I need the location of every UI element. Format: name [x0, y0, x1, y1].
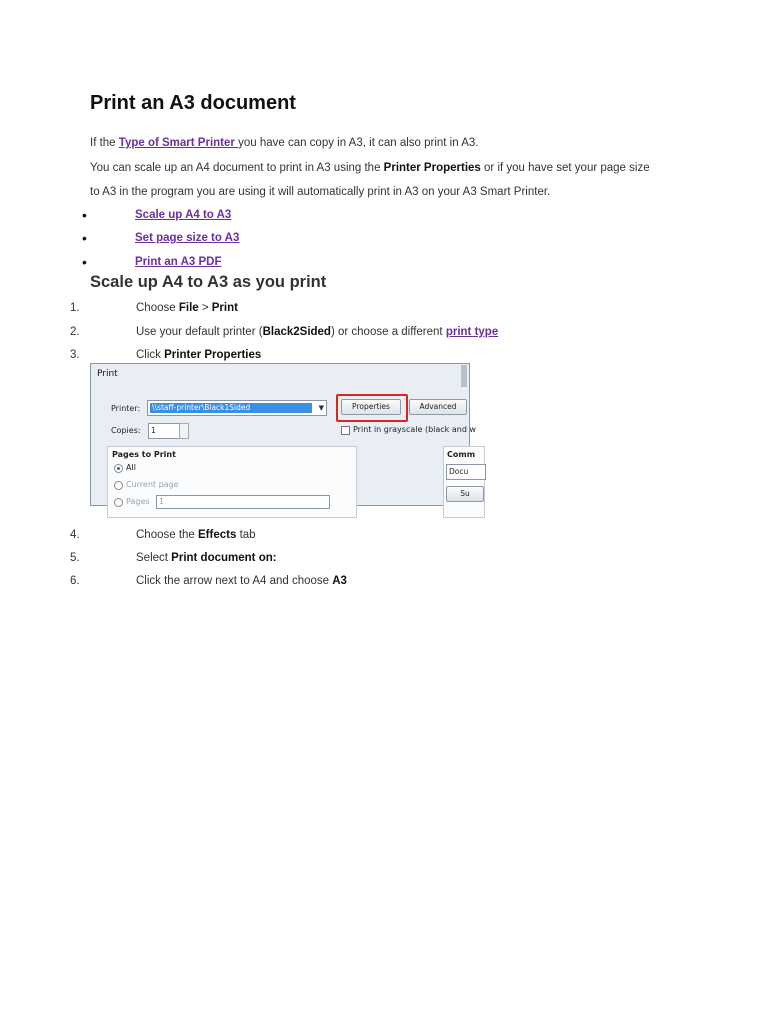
comments-forms-panel — [443, 446, 485, 518]
intro-text: or if you have set your page size — [480, 162, 650, 174]
step-text: Select — [136, 552, 172, 564]
printer-selected-value: \\staff-printer\Black1Sided — [150, 403, 312, 413]
step-number: 5. — [70, 552, 80, 564]
bullet-3: • — [82, 254, 87, 270]
dialog-title: Print — [97, 369, 118, 379]
step-bold: Print document on: — [171, 552, 277, 564]
all-radio[interactable] — [114, 464, 123, 473]
grayscale-label: Print in grayscale (black and w — [353, 425, 476, 434]
step-1 — [136, 302, 238, 314]
step-6 — [136, 575, 347, 587]
bullet-1: • — [82, 207, 87, 223]
all-label: All — [126, 463, 136, 472]
step-bold: Black2Sided — [262, 326, 331, 338]
comments-select[interactable]: Docu — [446, 464, 486, 480]
copies-stepper[interactable] — [179, 423, 189, 439]
step-number: 2. — [70, 326, 80, 338]
printer-properties-bold: Printer Properties — [383, 162, 481, 174]
step-number: 4. — [70, 529, 80, 541]
step-number: 3. — [70, 349, 80, 361]
copies-label: Copies: — [111, 426, 141, 435]
advanced-button[interactable]: Advanced — [409, 399, 467, 415]
intro-line-1 — [90, 137, 478, 149]
summarize-button[interactable]: Su — [446, 486, 484, 502]
copies-input[interactable]: 1 — [148, 423, 180, 439]
properties-button[interactable]: Properties — [341, 399, 401, 415]
intro-text: You can scale up an A4 document to print in A3 using the — [90, 162, 384, 174]
step-4 — [136, 529, 256, 541]
dialog-scrollbar — [461, 365, 467, 387]
set-page-size-link[interactable]: Set page size to A3 — [135, 232, 240, 244]
comments-label: Comm — [447, 450, 476, 459]
step-5 — [136, 552, 277, 564]
print-a3-pdf-link[interactable]: Print an A3 PDF — [135, 256, 222, 268]
pages-to-print-group — [107, 446, 357, 518]
printer-select[interactable] — [147, 400, 327, 416]
step-text: Click the arrow next to A4 and choose — [136, 575, 333, 587]
print-dialog-screenshot — [90, 363, 476, 506]
pages-radio[interactable] — [114, 498, 123, 507]
intro-line-3: to A3 in the program you are using it will automatically print in A3 on your A3 Smart Printer. — [90, 186, 551, 198]
step-text: tab — [236, 529, 256, 541]
pages-group-title: Pages to Print — [112, 450, 176, 459]
grayscale-checkbox[interactable] — [341, 426, 350, 435]
step-number: 1. — [70, 302, 80, 314]
current-page-label: Current page — [126, 480, 179, 489]
intro-text: you have can copy in A3, it can also print in A3. — [238, 137, 479, 149]
printer-label: Printer: — [111, 404, 141, 413]
step-bold: File — [178, 302, 199, 314]
pages-input[interactable]: 1 — [156, 495, 330, 509]
step-bold: Effects — [198, 529, 237, 541]
step-3 — [136, 349, 261, 361]
section-heading: Scale up A4 to A3 as you print — [90, 273, 327, 291]
step-text: Choose — [136, 302, 179, 314]
step-bold: A3 — [332, 575, 347, 587]
page-title: Print an A3 document — [90, 92, 296, 114]
step-2 — [136, 326, 498, 338]
bullet-2: • — [82, 230, 87, 246]
scale-up-a4-link[interactable]: Scale up A4 to A3 — [135, 209, 232, 221]
step-text: > — [198, 302, 212, 314]
step-number: 6. — [70, 575, 80, 587]
step-text: Choose the — [136, 529, 199, 541]
intro-line-2 — [90, 162, 650, 174]
step-text: ) or choose a different — [330, 326, 446, 338]
type-of-smart-printer-link[interactable]: Type of Smart Printer — [118, 137, 239, 149]
intro-text: If the — [90, 137, 119, 149]
step-text: Click — [136, 349, 165, 361]
step-text: Use your default printer ( — [136, 326, 263, 338]
pages-label: Pages — [126, 497, 150, 506]
chevron-down-icon[interactable]: ▼ — [318, 404, 324, 412]
step-bold: Print — [211, 302, 238, 314]
current-page-radio[interactable] — [114, 481, 123, 490]
print-type-link[interactable]: print type — [445, 326, 499, 338]
step-bold: Printer Properties — [164, 349, 262, 361]
highlight-box — [336, 394, 408, 422]
